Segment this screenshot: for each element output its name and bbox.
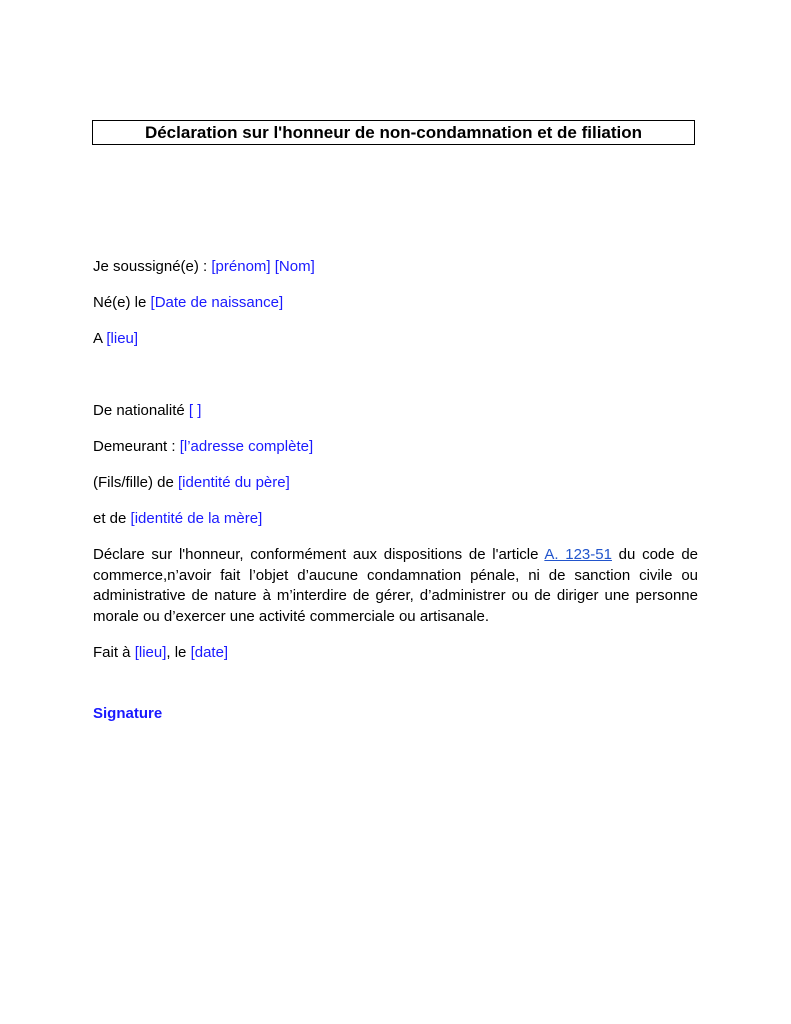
pere-placeholder[interactable]: [identité du père] <box>178 474 290 491</box>
fait-label: Fait à <box>93 644 135 661</box>
declaration-text-after: du code de commerce,n’avoir fait l’objet d’aucune condamnation pénale, ni de sanction civile ou administrative de nature à m’interdire de gérer, d’administrer ou de diriger une personne morale ou d’exercer une activité commerciale ou artisanale. <box>93 546 699 625</box>
mere-placeholder[interactable]: [identité de la mère] <box>130 510 263 527</box>
document-title: Déclaration sur l'honneur de non-condamnation et de filiation <box>92 120 695 145</box>
naissance-placeholder[interactable]: [Date de naissance] <box>150 294 284 311</box>
mere-label: et de <box>93 510 131 527</box>
lieu-placeholder[interactable]: [lieu] <box>106 330 139 347</box>
fait-le-label: , le <box>166 644 191 661</box>
pere-label: (Fils/fille) de <box>93 474 179 491</box>
nationalite-placeholder[interactable]: [ ] <box>188 402 202 419</box>
fait-lieu-placeholder[interactable]: [lieu] <box>134 644 167 661</box>
fait-date-placeholder[interactable]: [date] <box>190 644 229 661</box>
signature-label: Signature <box>93 705 163 722</box>
nationalite-line <box>93 402 201 420</box>
soussigne-line <box>93 258 315 276</box>
fait-line <box>93 644 228 662</box>
demeurant-placeholder[interactable]: [l’adresse complète] <box>179 438 314 455</box>
naissance-label: Né(e) le <box>93 294 151 311</box>
article-link[interactable]: A. 123-51 <box>544 546 612 563</box>
declaration-text-before: Déclare sur l'honneur, conformément aux dispositions de l'article <box>93 546 545 563</box>
demeurant-line <box>93 438 313 456</box>
mere-line <box>93 510 262 528</box>
pere-line <box>93 474 290 492</box>
declaration-paragraph <box>93 545 698 627</box>
lieu-line <box>93 330 138 348</box>
lieu-label: A <box>93 330 107 347</box>
naissance-line <box>93 294 283 312</box>
soussigne-label: Je soussigné(e) : <box>93 258 212 275</box>
soussigne-placeholder[interactable]: [prénom] [Nom] <box>211 258 315 275</box>
nationalite-label: De nationalité <box>93 402 189 419</box>
demeurant-label: Demeurant : <box>93 438 180 455</box>
